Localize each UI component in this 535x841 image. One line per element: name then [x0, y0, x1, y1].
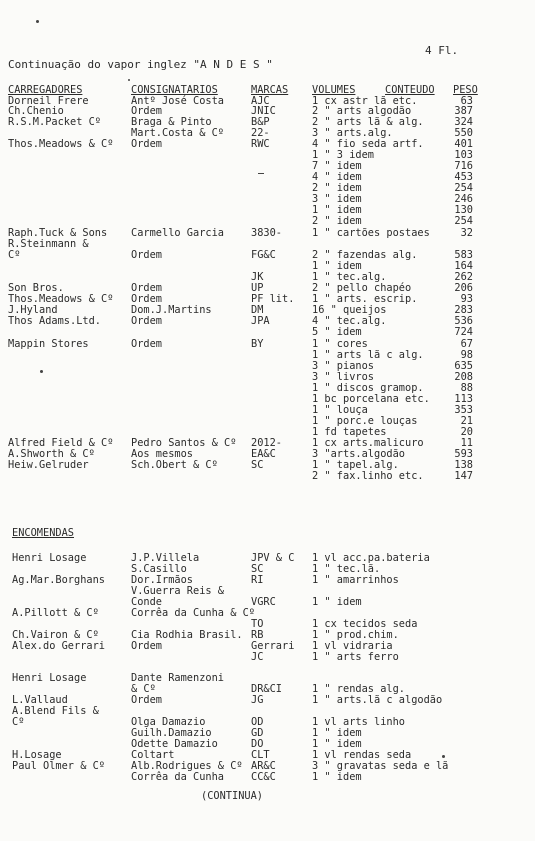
cell-volumes-contents: 2 " idem	[312, 182, 362, 194]
cell-weight: 593	[454, 448, 473, 460]
cell-consignee: Corrêa da Cunha & Cº	[131, 607, 255, 619]
cell-shipper: Thos Adams.Ltd.	[8, 315, 101, 327]
cell-consignee: Ordem	[131, 315, 162, 327]
ink-speck	[40, 370, 43, 373]
column-header-weight: PESO	[453, 84, 478, 96]
cell-mark: AJC	[251, 95, 270, 107]
cell-volumes-contents: 3 " livros	[312, 371, 374, 383]
cell-volumes-contents: 1 " 3 idem	[312, 149, 374, 161]
cell-mark: Gerrari	[251, 640, 295, 652]
cell-consignee: Braga & Pinto	[131, 116, 212, 128]
cell-consignee: Ordem	[131, 694, 162, 706]
cell-volumes-contents: 1 " tec.lã.	[312, 563, 381, 575]
cell-volumes-contents: 7 " idem	[312, 160, 362, 172]
cell-shipper: A.Pillott & Cº	[12, 607, 99, 619]
cell-weight: 536	[454, 315, 473, 327]
cell-weight: 283	[454, 304, 473, 316]
cell-weight: 113	[454, 393, 473, 405]
cell-consignee: & Cº	[131, 683, 156, 695]
cell-volumes-contents: 1 " idem	[312, 204, 362, 216]
cell-volumes-contents: 4 " idem	[312, 171, 362, 183]
cell-shipper: Raph.Tuck & Sons	[8, 227, 108, 239]
cell-consignee: Mart.Costa & Cº	[131, 127, 224, 139]
cell-weight: 254	[454, 215, 473, 227]
cell-volumes-contents: 2 " arts algodão	[312, 105, 412, 117]
cell-volumes-contents: 1 " idem	[312, 738, 362, 750]
cell-shipper: A.Shworth & Cº	[8, 448, 95, 460]
cell-volumes-contents: 1 " arts ferro	[312, 651, 399, 663]
cell-mark: UP	[251, 282, 264, 294]
cell-mark: SC	[251, 459, 264, 471]
cell-volumes-contents: 4 " tec.alg.	[312, 315, 387, 327]
cell-mark: RI	[251, 574, 264, 586]
cell-volumes-contents: 1 " idem	[312, 771, 362, 783]
cell-mark: JK	[251, 271, 264, 283]
cell-volumes-contents: 1 " tapel.alg.	[312, 459, 399, 471]
page-number: 4 Fl.	[425, 44, 459, 57]
cell-volumes-contents: 1 " cartões postaes	[312, 227, 430, 239]
column-header-marks: MARCAS	[251, 84, 289, 96]
cell-shipper: Henri Losage	[12, 672, 87, 684]
cell-volumes-contents: 2 " idem	[312, 215, 362, 227]
cell-volumes-contents: 2 " pello chapéo	[312, 282, 412, 294]
cell-shipper: Cº	[8, 249, 21, 261]
cell-volumes-contents: 1 " idem	[312, 596, 362, 608]
cell-weight: 32	[460, 227, 473, 239]
ink-speck	[36, 20, 39, 23]
cell-volumes-contents: 1 cx arts.malicuro	[312, 437, 424, 449]
cell-volumes-contents: 1 " tec.alg.	[312, 271, 387, 283]
cell-mark: OD	[251, 716, 264, 728]
cell-weight: 246	[454, 193, 473, 205]
cell-consignee: Odette Damazio	[131, 738, 218, 750]
cell-weight: 138	[454, 459, 473, 471]
cell-volumes-contents: 2 " arts lã & alg.	[312, 116, 424, 128]
cell-volumes-contents: 3 "arts.algodão	[312, 448, 405, 460]
cell-shipper: Alex.do Gerrari	[12, 640, 105, 652]
cell-shipper: Ag.Mar.Borghans	[12, 574, 105, 586]
cell-volumes-contents: 3 " pianos	[312, 360, 374, 372]
cell-weight: 401	[454, 138, 473, 150]
cell-shipper: L.Vallaud	[12, 694, 68, 706]
cell-volumes-contents: 5 " idem	[312, 326, 362, 338]
cell-shipper: H.Losage	[12, 749, 62, 761]
cell-consignee: J.P.Villela	[131, 552, 200, 564]
cell-mark: EA&C	[251, 448, 276, 460]
cell-mark: DO	[251, 738, 264, 750]
column-header-consignee: CONSIGNATARIOS	[131, 84, 218, 96]
cell-volumes-contents: 2 " fazendas alg.	[312, 249, 418, 261]
cell-weight: 583	[454, 249, 473, 261]
cell-mark: BY	[251, 338, 264, 350]
cell-weight: 353	[454, 404, 473, 416]
cell-mark: CLT	[251, 749, 270, 761]
cell-weight: 324	[454, 116, 473, 128]
cell-mark: TO	[251, 618, 264, 630]
cell-shipper: Thos.Meadows & Cº	[8, 138, 114, 150]
cell-consignee: Dor.Irmãos	[131, 574, 193, 586]
cell-volumes-contents: 1 " arts. escrip.	[312, 293, 418, 305]
cell-weight: 11	[460, 437, 473, 449]
cell-shipper: J.Hyland	[8, 304, 58, 316]
cell-consignee: Ordem	[131, 282, 162, 294]
cell-shipper: A.Blend Fils &	[12, 705, 99, 717]
cell-weight: 206	[454, 282, 473, 294]
cell-weight: 21	[460, 415, 473, 427]
cell-weight: 635	[454, 360, 473, 372]
cell-mark: GD	[251, 727, 264, 739]
cell-volumes-contents: 16 " queijos	[312, 304, 387, 316]
column-header-contents: CONTEUDO	[385, 84, 435, 96]
cell-mark: FG&C	[251, 249, 276, 261]
cell-volumes-contents: 1 vl rendas seda	[312, 749, 412, 761]
cell-weight: 208	[454, 371, 473, 383]
section-title-encomendas: ENCOMENDAS	[12, 527, 74, 539]
cell-weight: 262	[454, 271, 473, 283]
cell-mark: VGRC	[251, 596, 276, 608]
cell-volumes-contents: 1 " amarrinhos	[312, 574, 399, 586]
cell-volumes-contents: 1 " porc.e louças	[312, 415, 418, 427]
cell-weight: 63	[460, 95, 473, 107]
cell-mark: AR&C	[251, 760, 276, 772]
cell-volumes-contents: 3 " idem	[312, 193, 362, 205]
cell-weight: 550	[454, 127, 473, 139]
document-title: Continuação do vapor inglez "A N D E S "	[8, 58, 273, 71]
cell-consignee: Ordem	[131, 138, 162, 150]
cell-volumes-contents: 1 fd tapetes	[312, 426, 387, 438]
cell-weight: 103	[454, 149, 473, 161]
cell-shipper: Ch.Chenio	[8, 105, 64, 117]
cell-consignee: Coltart	[131, 749, 175, 761]
cell-volumes-contents: 1 " cores	[312, 338, 368, 350]
cell-volumes-contents: 1 " rendas alg.	[312, 683, 405, 695]
cell-consignee: Ordem	[131, 640, 162, 652]
cell-consignee: Pedro Santos & Cº	[131, 437, 237, 449]
cell-consignee: Ordem	[131, 338, 162, 350]
cell-volumes-contents: 1 cx astr lã etc.	[312, 95, 418, 107]
cell-volumes-contents: 1 " arts.lã c algodão	[312, 694, 443, 706]
cell-mark: DM	[251, 304, 264, 316]
cell-consignee: Dom.J.Martins	[131, 304, 212, 316]
cell-mark: B&P	[251, 116, 270, 128]
cell-mark: JNIC	[251, 105, 276, 117]
cell-mark: 3830-	[251, 227, 282, 239]
cell-mark: CC&C	[251, 771, 276, 783]
cell-volumes-contents: 1 vl arts linho	[312, 716, 405, 728]
cell-weight: 164	[454, 260, 473, 272]
cell-volumes-contents: 1 " idem	[312, 260, 362, 272]
cell-shipper: Son Bros.	[8, 282, 64, 294]
cell-volumes-contents: 1 " idem	[312, 727, 362, 739]
cell-consignee: Alb.Rodrigues & Cº	[131, 760, 243, 772]
cell-mark: 22-	[251, 127, 270, 139]
cell-volumes-contents: 3 " gravatas seda e lã	[312, 760, 449, 772]
ink-speck	[128, 79, 130, 81]
cell-weight: 724	[454, 326, 473, 338]
continues-note: (CONTINUA)	[201, 790, 263, 802]
cell-weight: 147	[454, 470, 473, 482]
cell-consignee: Ordem	[131, 249, 162, 261]
cell-volumes-contents: 4 " fio seda artf.	[312, 138, 424, 150]
cell-consignee: Carmello Garcia	[131, 227, 224, 239]
cell-mark: PF lit.	[251, 293, 295, 305]
cell-weight: 130	[454, 204, 473, 216]
cell-shipper: R.Steinmann &	[8, 238, 89, 250]
cell-weight: 88	[460, 382, 473, 394]
cell-mark: RB	[251, 629, 264, 641]
cell-consignee: Antº José Costa	[131, 95, 224, 107]
cell-weight: 387	[454, 105, 473, 117]
cell-volumes-contents: 1 " discos gramop.	[312, 382, 424, 394]
cell-shipper: Heiw.Gelruder	[8, 459, 89, 471]
cell-consignee: Sch.Obert & Cº	[131, 459, 218, 471]
cell-consignee: Dante Ramenzoni	[131, 672, 224, 684]
column-header-shipper: CARREGADORES	[8, 84, 83, 96]
cell-consignee: V.Guerra Reis &	[131, 585, 224, 597]
cell-shipper: Cº	[12, 716, 25, 728]
cell-shipper: Thos.Meadows & Cº	[8, 293, 114, 305]
cell-weight: 254	[454, 182, 473, 194]
cell-shipper: R.S.M.Packet Cº	[8, 116, 101, 128]
cell-weight: 453	[454, 171, 473, 183]
cell-weight: 20	[460, 426, 473, 438]
cell-shipper: Henri Losage	[12, 552, 87, 564]
cell-mark: JPA	[251, 315, 270, 327]
cell-volumes-contents: 1 cx tecidos seda	[312, 618, 418, 630]
cell-volumes-contents: 1 " arts lã c alg.	[312, 349, 424, 361]
cell-volumes-contents: 2 " fax.linho etc.	[312, 470, 424, 482]
cell-volumes-contents: 1 vl vidraria	[312, 640, 393, 652]
cell-consignee: S.Casillo	[131, 563, 187, 575]
cell-shipper: Dorneil Frere	[8, 95, 89, 107]
cell-mark: JG	[251, 694, 264, 706]
cell-shipper: Alfred Field & Cº	[8, 437, 114, 449]
cell-consignee: Ordem	[131, 105, 162, 117]
cell-consignee: Olga Damazio	[131, 716, 206, 728]
cell-volumes-contents: 1 vl acc.pa.bateria	[312, 552, 430, 564]
cell-mark: SC	[251, 563, 264, 575]
cell-mark: RWC	[251, 138, 270, 150]
ink-speck	[442, 755, 445, 758]
cell-shipper: Paul Olmer & Cº	[12, 760, 105, 772]
cell-shipper: Ch.Vairon & Cº	[12, 629, 99, 641]
cell-weight: 93	[460, 293, 473, 305]
cell-consignee: Corrêa da Cunha	[131, 771, 224, 783]
cell-weight: 716	[454, 160, 473, 172]
cell-volumes-contents: 1 " louça	[312, 404, 368, 416]
cell-mark: JC	[251, 651, 264, 663]
cell-consignee: Cia Rodhia Brasil.	[131, 629, 243, 641]
cell-mark: JPV & C	[251, 552, 295, 564]
cell-consignee: Aos mesmos	[131, 448, 193, 460]
cell-weight: 98	[460, 349, 473, 361]
cell-mark: 2012-	[251, 437, 282, 449]
cell-mark: DR&CI	[251, 683, 282, 695]
cell-weight: 67	[460, 338, 473, 350]
cell-consignee: Ordem	[131, 293, 162, 305]
cell-consignee: Conde	[131, 596, 162, 608]
cell-volumes-contents: 1 " prod.chim.	[312, 629, 399, 641]
column-header-volumes: VOLUMES	[312, 84, 356, 96]
cell-volumes-contents: 1 bc porcelana etc.	[312, 393, 430, 405]
cell-shipper: Mappin Stores	[8, 338, 89, 350]
cell-volumes-contents: 3 " arts.alg.	[312, 127, 393, 139]
cell-consignee: Guilh.Damazio	[131, 727, 212, 739]
ink-speck	[258, 173, 264, 174]
